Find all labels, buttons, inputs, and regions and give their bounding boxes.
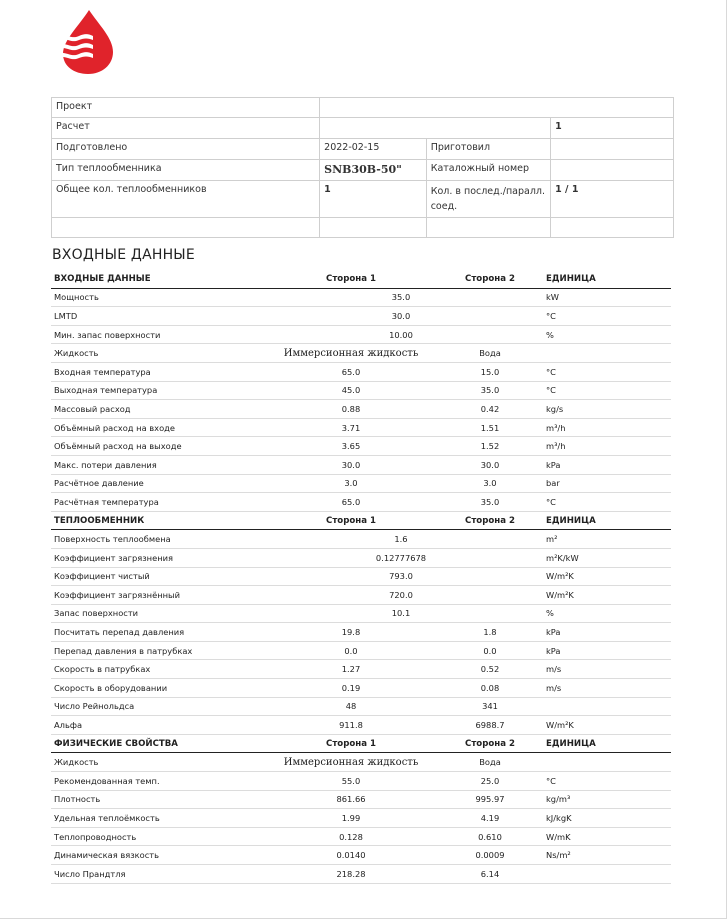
unit-value xyxy=(540,865,671,884)
row-label: Объёмный расход на входе xyxy=(51,418,262,437)
unit-value: Ns/m² xyxy=(540,846,671,865)
row-label: LMTD xyxy=(51,307,262,326)
project-row xyxy=(52,98,674,118)
exchanger-count-value: 1 xyxy=(320,181,427,218)
series-parallel-value: 1 / 1 xyxy=(551,181,674,218)
side1-value: Иммерсионная жидкость xyxy=(262,344,440,363)
row-label: Коэффициент чистый xyxy=(51,567,262,586)
unit-value: m³/h xyxy=(540,418,671,437)
table-row xyxy=(51,623,671,642)
side1-value: 1.27 xyxy=(262,660,440,679)
project-info-table xyxy=(51,97,674,238)
unit-value: W/m²K xyxy=(540,567,671,586)
side1-value: 0.0140 xyxy=(262,846,440,865)
exchanger-type-label: Тип теплообменника xyxy=(52,160,320,181)
table-row xyxy=(51,586,671,605)
row-label: Поверхность теплообмена xyxy=(51,530,262,549)
common-value: 10.00 xyxy=(262,325,540,344)
exchanger-type-value: SNB30B-50" xyxy=(320,160,427,181)
project-value xyxy=(320,98,674,118)
unit-value: kW xyxy=(540,288,671,307)
row-label: Расчётное давление xyxy=(51,474,262,493)
calculation-label: Расчет xyxy=(52,118,320,139)
common-value: 35.0 xyxy=(262,288,540,307)
catalog-number-value xyxy=(551,160,674,181)
page-section-title: ВХОДНЫЕ ДАННЫЕ xyxy=(52,247,195,263)
unit-value xyxy=(540,697,671,716)
prepared-label: Подготовлено xyxy=(52,139,320,160)
input-data-table xyxy=(51,270,671,884)
side2-value: 1.52 xyxy=(440,437,540,456)
unit-value: W/m²K xyxy=(540,716,671,735)
side1-value: 911.8 xyxy=(262,716,440,735)
row-label: Выходная температура xyxy=(51,381,262,400)
table-row xyxy=(51,325,671,344)
side1-heading: Сторона 1 xyxy=(262,734,440,753)
side1-value: 55.0 xyxy=(262,772,440,791)
table-row xyxy=(51,437,671,456)
table-row xyxy=(51,716,671,735)
table-row xyxy=(51,846,671,865)
common-value: 30.0 xyxy=(262,307,540,326)
calculation-number: 1 xyxy=(551,118,674,139)
prepared-row xyxy=(52,139,674,160)
side2-value: Вода xyxy=(440,753,540,772)
table-row xyxy=(51,344,671,363)
unit-value: °C xyxy=(540,493,671,512)
row-label: Жидкость xyxy=(51,344,262,363)
side2-value: 4.19 xyxy=(440,809,540,828)
table-row xyxy=(51,827,671,846)
unit-value: W/m²K xyxy=(540,586,671,605)
side2-value: 35.0 xyxy=(440,493,540,512)
table-row xyxy=(51,697,671,716)
prepared-by-value xyxy=(551,139,674,160)
table-row xyxy=(51,418,671,437)
side2-value: 0.42 xyxy=(440,400,540,419)
row-label: Жидкость xyxy=(51,753,262,772)
side1-value: 65.0 xyxy=(262,493,440,512)
table-row xyxy=(51,548,671,567)
side1-value: 19.8 xyxy=(262,623,440,642)
table-row xyxy=(51,474,671,493)
side2-value: 0.0 xyxy=(440,641,540,660)
exchanger-type-row xyxy=(52,160,674,181)
table-row xyxy=(51,307,671,326)
unit-value: °C xyxy=(540,307,671,326)
side2-heading: Сторона 2 xyxy=(440,734,540,753)
side1-value: 0.0 xyxy=(262,641,440,660)
row-label: Коэффициент загрязнения xyxy=(51,548,262,567)
side2-value: 341 xyxy=(440,697,540,716)
side1-value: 30.0 xyxy=(262,455,440,474)
unit-value: m/s xyxy=(540,660,671,679)
side2-value: 995.97 xyxy=(440,790,540,809)
catalog-number-label: Каталожный номер xyxy=(426,160,550,181)
side1-value: 65.0 xyxy=(262,362,440,381)
row-label: Скорость в оборудовании xyxy=(51,679,262,698)
common-value: 793.0 xyxy=(262,567,540,586)
side2-value: 25.0 xyxy=(440,772,540,791)
section-header-row xyxy=(51,270,671,288)
row-label: Число Рейнольдса xyxy=(51,697,262,716)
table-row xyxy=(51,641,671,660)
row-label: Объёмный расход на выходе xyxy=(51,437,262,456)
table-row xyxy=(51,865,671,884)
side1-value: 48 xyxy=(262,697,440,716)
series-parallel-label: Кол. в послед./паралл. соед. xyxy=(426,181,550,218)
table-row xyxy=(51,660,671,679)
unit-value: kPa xyxy=(540,623,671,642)
unit-value: % xyxy=(540,604,671,623)
row-label: Альфа xyxy=(51,716,262,735)
unit-value xyxy=(540,344,671,363)
table-row xyxy=(51,604,671,623)
section-heading: ФИЗИЧЕСКИЕ СВОЙСТВА xyxy=(51,734,262,753)
prepared-date: 2022-02-15 xyxy=(320,139,427,160)
table-row xyxy=(51,772,671,791)
side2-heading: Сторона 2 xyxy=(440,511,540,530)
side1-value: 218.28 xyxy=(262,865,440,884)
section-header-row xyxy=(51,511,671,530)
side1-value: 0.19 xyxy=(262,679,440,698)
flame-drop-logo-icon xyxy=(55,8,117,74)
unit-value: % xyxy=(540,325,671,344)
empty-cell xyxy=(426,218,550,238)
row-label: Мощность xyxy=(51,288,262,307)
exchanger-count-label: Общее кол. теплообменников xyxy=(52,181,320,218)
unit-value: kg/s xyxy=(540,400,671,419)
section-heading: ТЕПЛООБМЕННИК xyxy=(51,511,262,530)
side2-value: 0.08 xyxy=(440,679,540,698)
side2-value: 6988.7 xyxy=(440,716,540,735)
empty-cell xyxy=(551,218,674,238)
common-value: 10.1 xyxy=(262,604,540,623)
side1-value: 3.71 xyxy=(262,418,440,437)
section-header-row xyxy=(51,734,671,753)
common-value: 720.0 xyxy=(262,586,540,605)
table-row xyxy=(51,455,671,474)
side2-value: 35.0 xyxy=(440,381,540,400)
row-label: Скорость в патрубках xyxy=(51,660,262,679)
empty-row xyxy=(52,218,674,238)
unit-value: kPa xyxy=(540,641,671,660)
row-label: Рекомендованная темп. xyxy=(51,772,262,791)
row-label: Перепад давления в патрубках xyxy=(51,641,262,660)
side2-value: 15.0 xyxy=(440,362,540,381)
table-row xyxy=(51,809,671,828)
side2-value: 0.610 xyxy=(440,827,540,846)
row-label: Коэффициент загрязнённый xyxy=(51,586,262,605)
side1-heading: Сторона 1 xyxy=(262,270,440,288)
side2-value: Вода xyxy=(440,344,540,363)
unit-value: °C xyxy=(540,772,671,791)
prepared-by-label: Приготовил xyxy=(426,139,550,160)
side1-value: 3.65 xyxy=(262,437,440,456)
unit-value: m²K/kW xyxy=(540,548,671,567)
common-value: 1.6 xyxy=(262,530,540,549)
side2-value: 30.0 xyxy=(440,455,540,474)
row-label: Расчётная температура xyxy=(51,493,262,512)
side1-value: 0.88 xyxy=(262,400,440,419)
unit-value: m² xyxy=(540,530,671,549)
row-label: Посчитать перепад давления xyxy=(51,623,262,642)
side1-value: 0.128 xyxy=(262,827,440,846)
project-label: Проект xyxy=(52,98,320,118)
unit-value: m³/h xyxy=(540,437,671,456)
row-label: Входная температура xyxy=(51,362,262,381)
side2-value: 1.8 xyxy=(440,623,540,642)
row-label: Запас поверхности xyxy=(51,604,262,623)
unit-value: kJ/kgK xyxy=(540,809,671,828)
side1-value: 861.66 xyxy=(262,790,440,809)
table-row xyxy=(51,493,671,512)
side2-value: 6.14 xyxy=(440,865,540,884)
unit-heading: ЕДИНИЦА xyxy=(540,734,671,753)
side1-value: 3.0 xyxy=(262,474,440,493)
row-label: Удельная теплоёмкость xyxy=(51,809,262,828)
row-label: Плотность xyxy=(51,790,262,809)
table-row xyxy=(51,679,671,698)
unit-heading: ЕДИНИЦА xyxy=(540,270,671,288)
row-label: Число Прандтля xyxy=(51,865,262,884)
table-row xyxy=(51,362,671,381)
side2-heading: Сторона 2 xyxy=(440,270,540,288)
side1-heading: Сторона 1 xyxy=(262,511,440,530)
side1-value: Иммерсионная жидкость xyxy=(262,753,440,772)
side2-value: 0.0009 xyxy=(440,846,540,865)
calculation-value xyxy=(320,118,551,139)
side1-value: 1.99 xyxy=(262,809,440,828)
table-row xyxy=(51,530,671,549)
row-label: Массовый расход xyxy=(51,400,262,419)
unit-value: m/s xyxy=(540,679,671,698)
table-row xyxy=(51,381,671,400)
row-label: Макс. потери давления xyxy=(51,455,262,474)
empty-cell xyxy=(52,218,320,238)
unit-value: kPa xyxy=(540,455,671,474)
table-row xyxy=(51,567,671,586)
side1-value: 45.0 xyxy=(262,381,440,400)
row-label: Теплопроводность xyxy=(51,827,262,846)
exchanger-count-row xyxy=(52,181,674,218)
table-row xyxy=(51,288,671,307)
table-row xyxy=(51,790,671,809)
side2-value: 3.0 xyxy=(440,474,540,493)
side2-value: 1.51 xyxy=(440,418,540,437)
side2-value: 0.52 xyxy=(440,660,540,679)
empty-cell xyxy=(320,218,427,238)
unit-value: W/mK xyxy=(540,827,671,846)
unit-value: °C xyxy=(540,362,671,381)
row-label: Динамическая вязкость xyxy=(51,846,262,865)
table-row xyxy=(51,400,671,419)
unit-value xyxy=(540,753,671,772)
unit-value: bar xyxy=(540,474,671,493)
calculation-row xyxy=(52,118,674,139)
unit-heading: ЕДИНИЦА xyxy=(540,511,671,530)
table-row xyxy=(51,753,671,772)
unit-value: kg/m³ xyxy=(540,790,671,809)
common-value: 0.12777678 xyxy=(262,548,540,567)
section-heading: ВХОДНЫЕ ДАННЫЕ xyxy=(51,270,262,288)
row-label: Мин. запас поверхности xyxy=(51,325,262,344)
unit-value: °C xyxy=(540,381,671,400)
